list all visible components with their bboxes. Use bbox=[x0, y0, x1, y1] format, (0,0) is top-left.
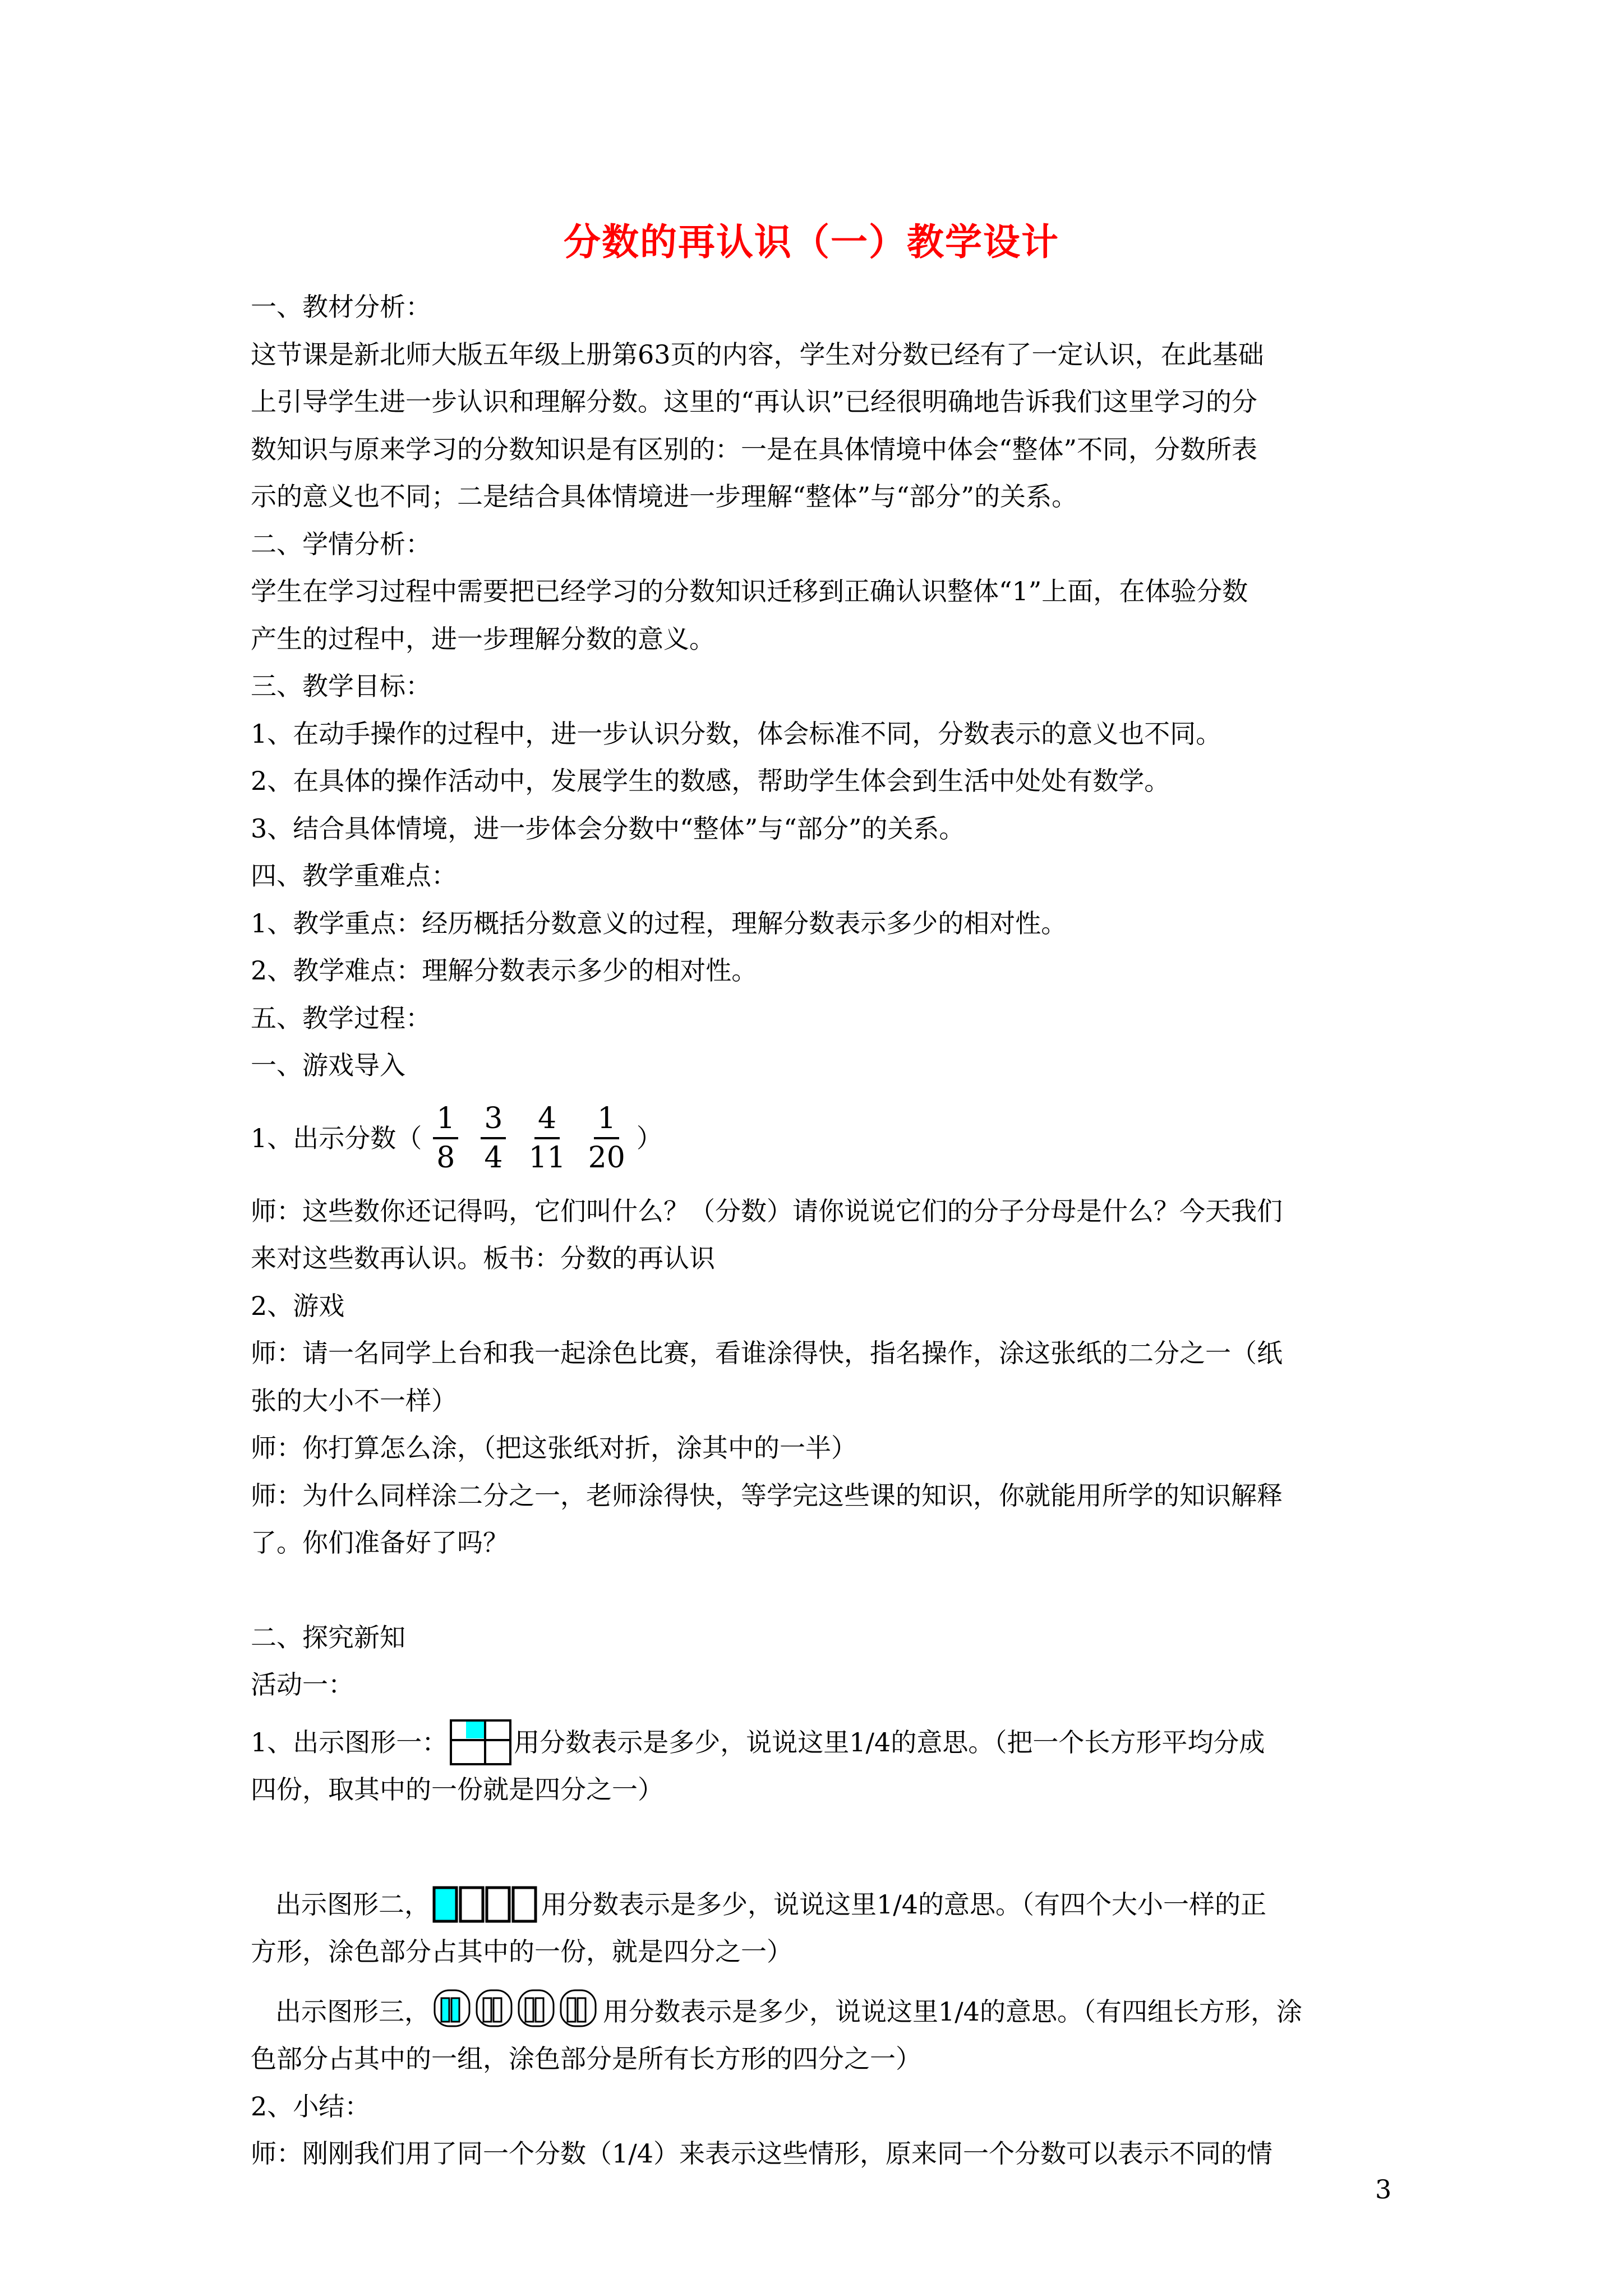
paragraph-line: 1、在动手操作的过程中，进一步认识分数，体会标准不同，分数表示的意义也不同。 bbox=[251, 718, 1222, 749]
document-body bbox=[251, 283, 1395, 2178]
heading-game: 2、游戏 bbox=[251, 1290, 345, 1321]
paragraph-line: 师：这些数你还记得吗，它们叫什么？（分数）请你说说它们的分子分母是什么？今天我们 bbox=[251, 1195, 1283, 1226]
paragraph-line: 师：请一名同学上台和我一起涂色比赛，看谁涂得快，指名操作，涂这张纸的二分之一（纸 bbox=[251, 1338, 1283, 1368]
fraction-numerator: 3 bbox=[481, 1100, 506, 1139]
paragraph-line: 了。你们准备好了吗？ bbox=[251, 1527, 509, 1558]
paragraph-line: 3、结合具体情境，进一步体会分数中“整体”与“部分”的关系。 bbox=[251, 813, 965, 844]
figure-one-rectangle-icon bbox=[450, 1719, 511, 1766]
paragraph-line: 上引导学生进一步认识和理解分数。这里的“再认识”已经很明确地告诉我们这里学习的分 bbox=[251, 386, 1258, 417]
fraction-3-4 bbox=[481, 1100, 506, 1176]
fraction-numerator: 1 bbox=[594, 1100, 619, 1139]
paragraph-line: 色部分占其中的一组，涂色部分是所有长方形的四分之一） bbox=[251, 2044, 921, 2074]
paragraph-line: 方形，涂色部分占其中的一份，就是四分之一） bbox=[251, 1936, 792, 1967]
paragraph-line: 四份，取其中的一份就是四分之一） bbox=[251, 1774, 663, 1805]
paragraph-line: 2、教学难点：理解分数表示多少的相对性。 bbox=[251, 955, 758, 986]
heading-key-points: 四、教学重难点： bbox=[251, 861, 457, 891]
fraction-1-20 bbox=[588, 1100, 625, 1176]
fraction-denominator: 4 bbox=[484, 1141, 503, 1175]
heading-textbook-analysis: 一、教材分析： bbox=[251, 292, 431, 322]
paragraph-line: 产生的过程中，进一步理解分数的意义。 bbox=[251, 623, 715, 654]
heading-explore: 二、探究新知 bbox=[251, 1622, 405, 1653]
paragraph-line: 这节课是新北师大版五年级上册第63页的内容，学生对分数已经有了一定认识，在此基础 bbox=[251, 339, 1264, 370]
heading-game-intro: 一、游戏导入 bbox=[251, 1050, 405, 1080]
fraction-line-prefix: 1、出示分数（ bbox=[251, 1122, 422, 1153]
figure-one-line bbox=[251, 1719, 1395, 1766]
paragraph-line: 张的大小不一样） bbox=[251, 1385, 457, 1416]
heading-teaching-goals: 三、教学目标： bbox=[251, 671, 431, 701]
fraction-denominator: 8 bbox=[436, 1141, 455, 1175]
fraction-denominator: 11 bbox=[528, 1141, 566, 1175]
fraction-denominator: 20 bbox=[588, 1141, 625, 1175]
paragraph-line: 示的意义也不同；二是结合具体情境进一步理解“整体”与“部分”的关系。 bbox=[251, 481, 1078, 512]
fraction-4-11 bbox=[528, 1100, 565, 1176]
fraction-numerator: 1 bbox=[433, 1100, 458, 1139]
page-title: 分数的再认识（一）教学设计 bbox=[564, 220, 1059, 264]
heading-activity-one: 活动一： bbox=[251, 1669, 354, 1700]
figure-two-squares-icon bbox=[432, 1886, 539, 1923]
figure-three-groups-icon bbox=[432, 1988, 601, 2035]
figure-two-suffix: 用分数表示是多少，说说这里1/4的意思。（有四个大小一样的正 bbox=[541, 1889, 1267, 1920]
heading-teaching-process: 五、教学过程： bbox=[251, 1002, 431, 1033]
fraction-line bbox=[251, 1089, 1395, 1188]
blank-line bbox=[251, 1567, 1395, 1614]
figure-three-line bbox=[251, 1988, 1395, 2036]
paragraph-line: 2、在具体的操作活动中，发展学生的数感，帮助学生体会到生活中处处有数学。 bbox=[251, 766, 1170, 796]
paragraph-line: 来对这些数再认识。板书：分数的再认识 bbox=[251, 1243, 715, 1273]
paragraph-line: 1、教学重点：经历概括分数意义的过程，理解分数表示多少的相对性。 bbox=[251, 908, 1067, 938]
heading-summary: 2、小结： bbox=[251, 2091, 371, 2122]
fraction-numerator: 4 bbox=[534, 1100, 560, 1139]
page-number: 3 bbox=[1375, 2174, 1392, 2205]
figure-two-prefix: 出示图形二， bbox=[275, 1889, 430, 1920]
blank-line bbox=[251, 1814, 1395, 1881]
figure-three-prefix: 出示图形三， bbox=[275, 1996, 430, 2027]
figure-one-suffix: 用分数表示是多少，说说这里1/4的意思。（把一个长方形平均分成 bbox=[514, 1727, 1265, 1757]
figure-three-suffix: 用分数表示是多少，说说这里1/4的意思。（有四组长方形，涂 bbox=[603, 1996, 1303, 2027]
paragraph-line: 师：刚刚我们用了同一个分数（1/4）来表示这些情形，原来同一个分数可以表示不同的情 bbox=[251, 2138, 1273, 2169]
paragraph-line: 师：你打算怎么涂，（把这张纸对折，涂其中的一半） bbox=[251, 1433, 857, 1463]
paragraph-line: 数知识与原来学习的分数知识是有区别的：一是在具体情境中体会“整体”不同，分数所表 bbox=[251, 434, 1258, 464]
fraction-line-suffix: ） bbox=[636, 1122, 662, 1153]
figure-one-prefix: 1、出示图形一： bbox=[251, 1727, 448, 1757]
figure-two-line bbox=[251, 1881, 1395, 1929]
heading-student-analysis: 二、学情分析： bbox=[251, 528, 431, 559]
paragraph-line: 师：为什么同样涂二分之一，老师涂得快，等学完这些课的知识，你就能用所学的知识解释 bbox=[251, 1480, 1283, 1511]
paragraph-line: 学生在学习过程中需要把已经学习的分数知识迁移到正确认识整体“1”上面，在体验分数 bbox=[251, 576, 1248, 606]
fraction-1-8 bbox=[433, 1100, 458, 1176]
